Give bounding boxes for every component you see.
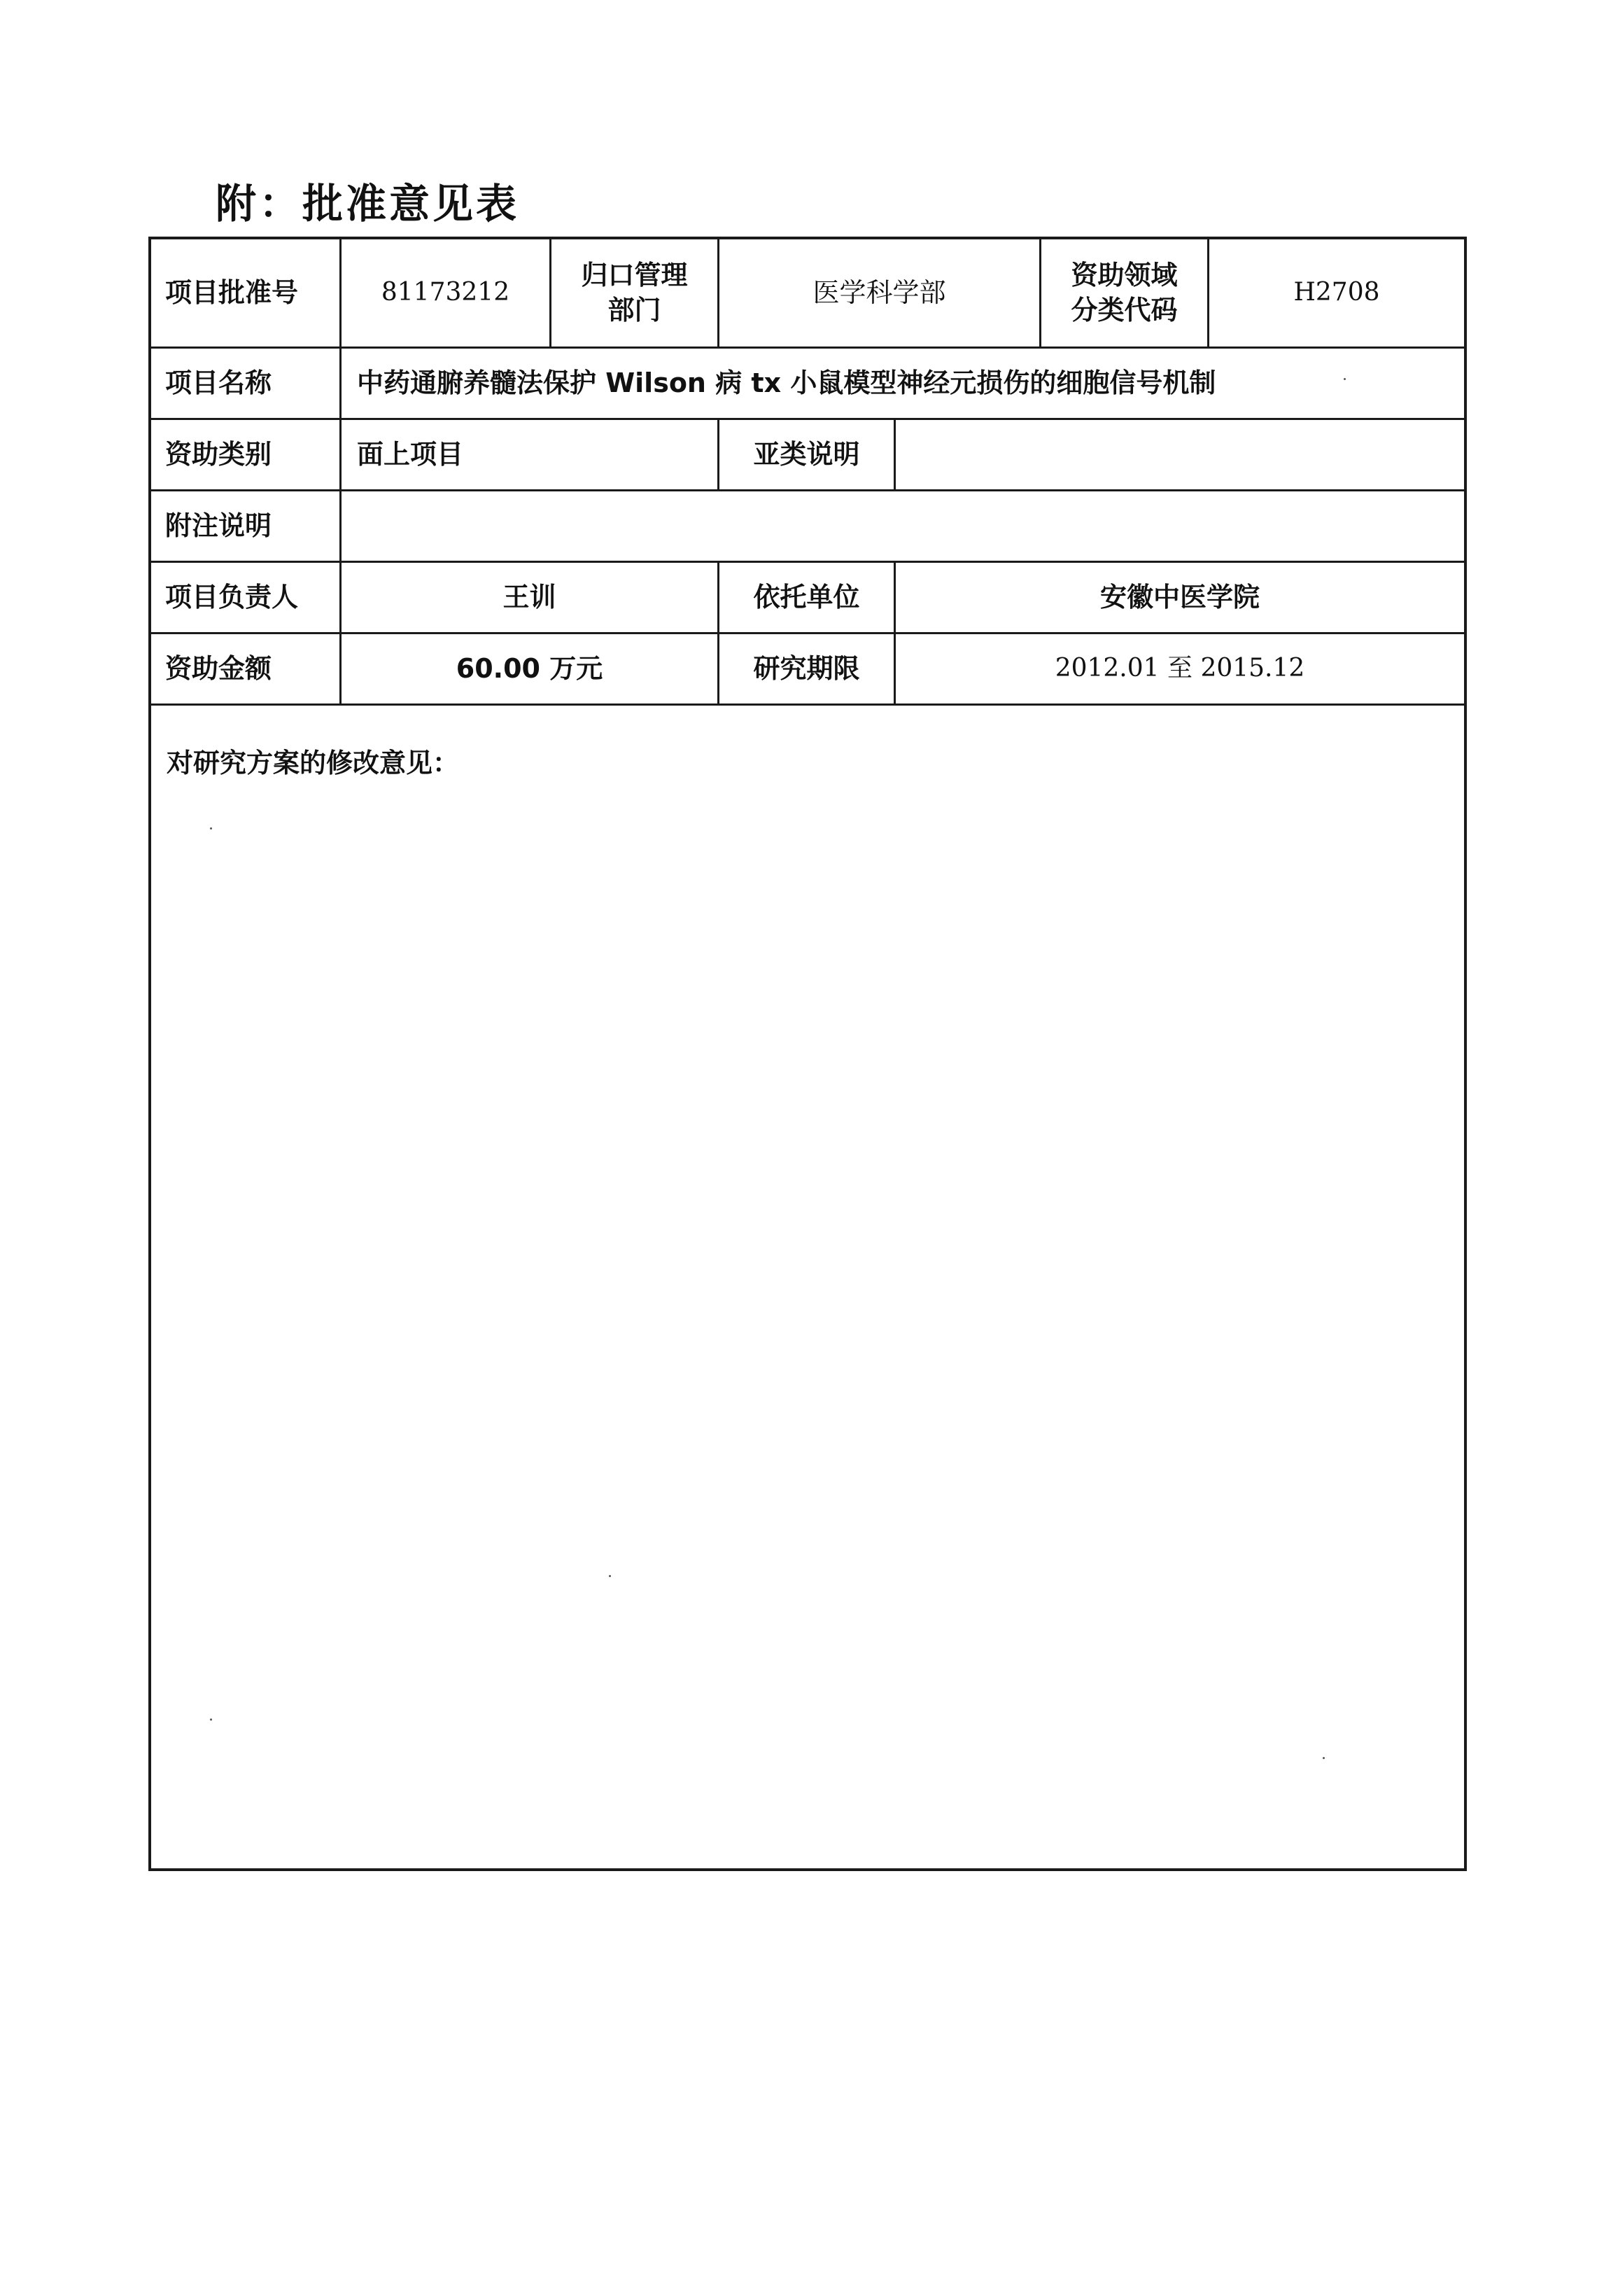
row-notes bbox=[151, 491, 1464, 563]
notes-value bbox=[342, 491, 1464, 561]
code-label bbox=[1041, 239, 1209, 346]
period-label: 研究期限 bbox=[719, 634, 896, 704]
code-label-line1: 资助领域 bbox=[1071, 260, 1178, 291]
code-value: H2708 bbox=[1293, 278, 1380, 307]
scan-speck bbox=[609, 1575, 611, 1577]
scan-speck bbox=[210, 827, 212, 830]
dept-value: 医学科学部 bbox=[719, 239, 1041, 346]
scan-speck bbox=[210, 1718, 212, 1721]
code-label-line2: 分类代码 bbox=[1071, 294, 1178, 326]
leader-value: 王训 bbox=[342, 563, 719, 632]
row-amount bbox=[151, 634, 1464, 706]
funding-type-value: 面上项目 bbox=[342, 420, 719, 489]
notes-label: 附注说明 bbox=[151, 491, 342, 561]
approval-no-value: 81173212 bbox=[342, 239, 551, 346]
leader-label: 项目负责人 bbox=[151, 563, 342, 632]
row-funding-type bbox=[151, 420, 1464, 491]
scan-speck bbox=[1323, 1757, 1325, 1759]
scan-speck bbox=[1344, 378, 1346, 380]
row-approval-no bbox=[151, 239, 1464, 349]
dept-label bbox=[551, 239, 719, 346]
dept-label-line2: 部门 bbox=[607, 294, 661, 326]
opinion-label: 对研究方案的修改意见： bbox=[167, 748, 460, 778]
project-name-label: 项目名称 bbox=[151, 349, 342, 418]
unit-label: 依托单位 bbox=[719, 563, 896, 632]
amount-value: 60.00 万元 bbox=[342, 634, 719, 704]
sub-type-value bbox=[896, 420, 1464, 489]
row-opinion bbox=[151, 706, 1464, 1868]
approval-no-label: 项目批准号 bbox=[151, 239, 342, 346]
unit-value: 安徽中医学院 bbox=[1099, 581, 1260, 612]
approval-table bbox=[148, 237, 1467, 1871]
row-project-name bbox=[151, 349, 1464, 420]
page-title: 附：批准意见表 bbox=[216, 180, 520, 227]
amount-label: 资助金额 bbox=[151, 634, 342, 704]
period-value: 2012.01 至 2015.12 bbox=[1055, 654, 1305, 683]
dept-label-line1: 归口管理 bbox=[581, 260, 688, 291]
sub-type-label: 亚类说明 bbox=[719, 420, 896, 489]
funding-type-label: 资助类别 bbox=[151, 420, 342, 489]
project-name-value: 中药通腑养髓法保护 Wilson 病 tx 小鼠模型神经元损伤的细胞信号机制 bbox=[357, 367, 1216, 398]
row-leader bbox=[151, 563, 1464, 634]
